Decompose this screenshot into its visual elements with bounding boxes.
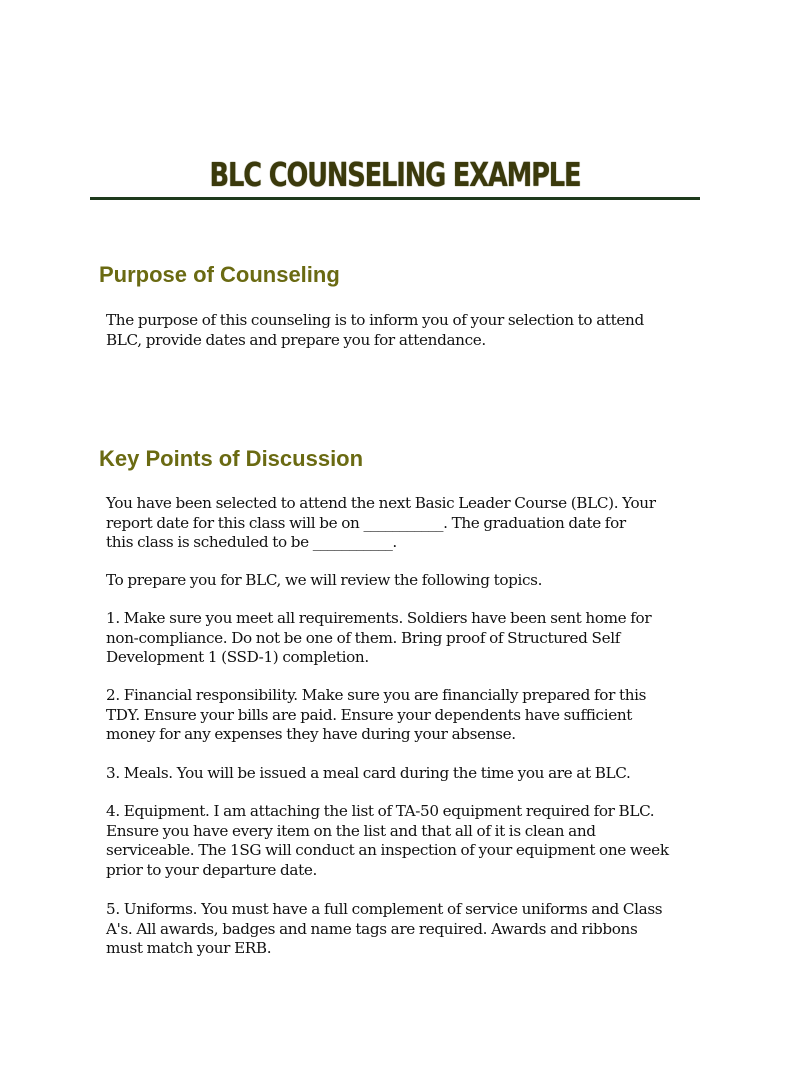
purpose-heading: Purpose of Counseling [99,262,340,287]
paragraph-line: BLC, provide dates and prepare you for attendance. [106,330,486,349]
paragraph-line: Ensure you have every item on the list and that all of it is clean and [106,821,596,840]
paragraph-line: TDY. Ensure your bills are paid. Ensure your dependents have sufficient [106,705,633,724]
paragraph-line: 2. Financial responsibility. Make sure you are financially prepared for this [106,686,647,704]
key-point-item-5 [106,900,706,959]
key-point-item-3 [106,764,706,784]
paragraph-line: prior to your departure date. [106,860,317,879]
paragraph-line: Development 1 (SSD-1) completion. [106,648,369,666]
key-points-heading: Key Points of Discussion [99,446,364,471]
paragraph-line: money for any expenses they have during your absense. [106,725,516,743]
paragraph-line: A's. All awards, badges and name tags are required. Awards and ribbons [106,919,638,938]
key-point-item-2 [106,686,706,745]
paragraph-line: this class is scheduled to be ___________. [106,533,397,551]
title-divider [90,197,700,200]
paragraph-line: serviceable. The 1SG will conduct an inspection of your equipment one week [106,841,669,859]
paragraph-line: 4. Equipment. I am attaching the list of TA-50 equipment required for BLC. [106,802,655,820]
purpose-paragraph [106,311,706,350]
paragraph-line: The purpose of this counseling is to inform you of your selection to attend [106,311,644,329]
paragraph-line: To prepare you for BLC, we will review the following topics. [106,571,543,589]
prepare-paragraph [106,571,706,591]
paragraph-line: 5. Uniforms. You must have a full complement of service uniforms and Class [106,900,663,918]
key-point-item-1 [106,609,706,668]
intro-paragraph [106,494,706,553]
paragraph-line: must match your ERB. [106,939,272,957]
paragraph-line: 3. Meals. You will be issued a meal card during the time you are at BLC. [106,764,631,782]
paragraph-line: non-compliance. Do not be one of them. Bring proof of Structured Self [106,628,620,647]
paragraph-line: You have been selected to attend the next Basic Leader Course (BLC). Your [106,494,656,512]
paragraph-line: 1. Make sure you meet all requirements. Soldiers have been sent home for [106,609,652,627]
paragraph-line: report date for this class will be on ___________. The graduation date for [106,513,626,532]
key-point-item-4 [106,802,706,880]
document-title: BLC COUNSELING EXAMPLE [209,155,581,194]
